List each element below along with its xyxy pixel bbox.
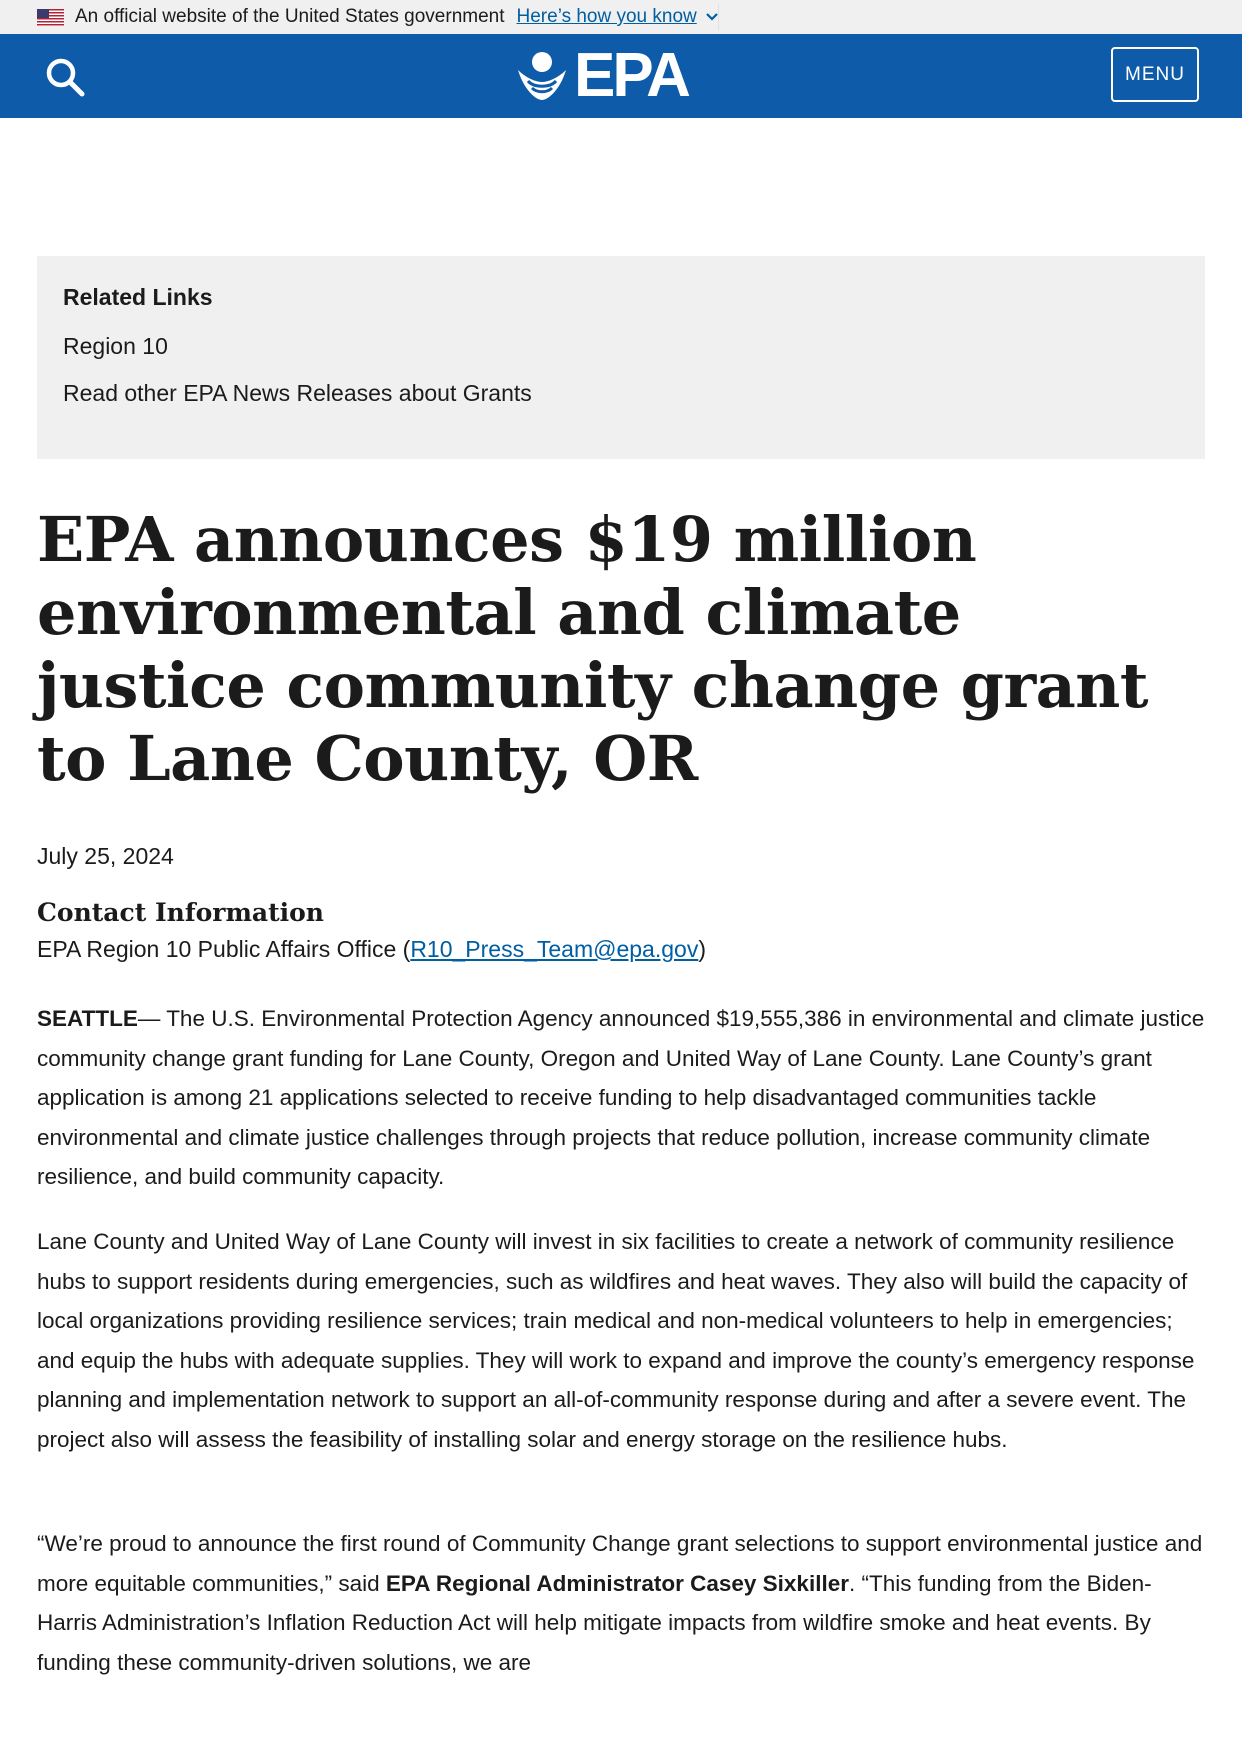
regional-administrator-name: EPA Regional Administrator Casey Sixkiller [385, 1570, 849, 1596]
epa-wordmark: EPA [574, 41, 688, 110]
chevron-down-icon[interactable] [705, 10, 719, 24]
menu-button[interactable]: MENU [1111, 47, 1199, 102]
site-header [0, 34, 1242, 118]
paragraph-2: Lane County and United Way of Lane County will invest in six facilities to create a network of community resilience hubs to support residents during emergencies, such as wildfires and heat waves. They also will build the capacity of local organizations providing resilience services; train medical and non-medical volunteers to help in emergencies; and equip the hubs with adequate supplies. They will work to expand and improve the county’s emergency response planning and implementation network to support an all-of-community response during and after a severe event. The project also will assess the feasibility of installing solar and energy storage on the resilience hubs. [37, 1229, 1195, 1452]
paragraph-1-text: — The U.S. Environmental Protection Agency announced $19,555,386 in environmental and climate justice community change grant funding for Lane County, Oregon and United Way of Lane County. Lane County’s grant application is among 21 applications selected to receive funding to help disadvantaged communities tackle environmental and climate justice challenges through projects that reduce pollution, increase community climate resilience, and build community capacity. [37, 1006, 1205, 1189]
release-date: July 25, 2024 [37, 843, 174, 869]
contact-information-heading: Contact Information [37, 898, 324, 927]
search-icon [44, 56, 88, 100]
banner-divider [718, 4, 719, 30]
dateline: SEATTLE [37, 1006, 138, 1031]
gov-banner [0, 0, 1242, 34]
contact-email-link[interactable]: R10_Press_Team@epa.gov [410, 936, 699, 962]
official-website-text: An official website of the United States government [75, 6, 505, 27]
contact-close-paren: ) [698, 936, 706, 962]
related-link-region-10[interactable]: Region 10 [63, 333, 168, 359]
us-flag-icon [37, 9, 64, 26]
related-links-title: Related Links [63, 284, 213, 310]
paragraph-1 [37, 999, 1207, 1197]
related-links-box [37, 256, 1205, 459]
paragraph-3-quote-start: “We’re proud to announce the first round of Community Change grant selections to support environmental justice and more equitable communities,” said [37, 1531, 1203, 1596]
search-button[interactable] [44, 56, 88, 100]
heres-how-you-know-link[interactable]: Here’s how you know [516, 6, 697, 27]
page-title: EPA announces $19 million environmental and climate justice community change grant to Lane County, OR [37, 503, 1149, 795]
epa-flower-logo-icon [514, 48, 570, 104]
paragraph-3 [37, 1524, 1207, 1682]
contact-line [37, 936, 706, 963]
related-link-grants-news[interactable]: Read other EPA News Releases about Grants [63, 380, 532, 406]
contact-office-text: EPA Region 10 Public Affairs Office ( [37, 936, 411, 962]
paragraph-3-quote-end: . “This funding from the Biden-Harris Administration’s Inflation Reduction Act will help mitigate impacts from wildfire smoke and heat events. By funding these community-driven solutions, we are [37, 1570, 1152, 1675]
epa-logo[interactable] [514, 41, 688, 110]
